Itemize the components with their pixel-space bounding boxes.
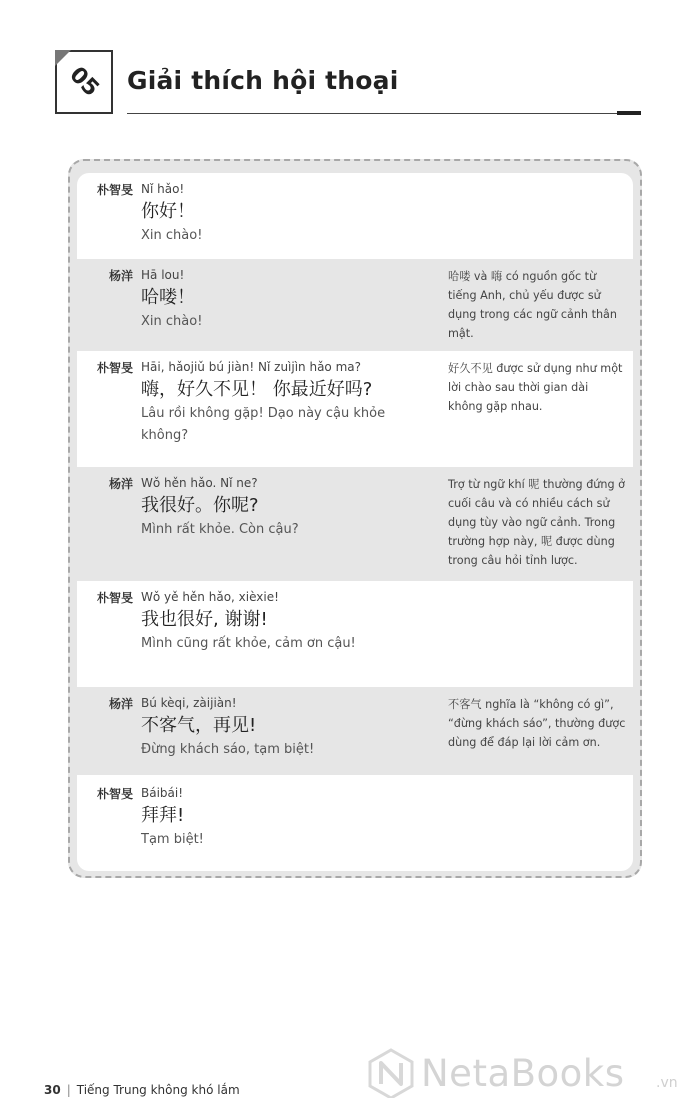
dialogue-line: [141, 695, 441, 761]
title-divider-accent: [617, 111, 641, 115]
speaker-name: 杨洋: [108, 269, 133, 283]
hanzi-text: 嗨，好久不见！ 你最近好吗?: [141, 379, 373, 400]
watermark-brand: NetaBooks: [421, 1052, 625, 1095]
pinyin-text: Bú kèqi, zàijiàn!: [141, 696, 237, 710]
title-divider: [127, 113, 641, 114]
pinyin-text: Wǒ hěn hǎo. Nǐ ne?: [141, 476, 258, 490]
dialogue-line: [141, 785, 441, 851]
dialogue-row: [77, 351, 633, 467]
badge-corner-mark: [55, 50, 71, 66]
hanzi-text: 我也很好, 谢谢!: [141, 609, 268, 630]
hanzi-text: 哈喽！: [141, 287, 195, 308]
dialogue-row: [77, 467, 633, 581]
footer-separator: |: [66, 1083, 71, 1097]
vietnamese-translation: Xin chào!: [141, 314, 203, 329]
dialogue-row: [77, 687, 633, 775]
dialogue-line: [141, 359, 431, 447]
vietnamese-translation: Đừng khách sáo, tạm biệt!: [141, 742, 315, 757]
watermark-domain: .vn: [656, 1075, 678, 1091]
speaker-name: 朴智旻: [96, 361, 133, 375]
pinyin-text: Wǒ yě hěn hǎo, xièxie!: [141, 590, 279, 604]
pinyin-text: Báibái!: [141, 786, 184, 800]
usage-note: 哈喽 và 嗨 có nguồn gốc từ tiếng Anh, chủ yếu được sử dụng trong các ngữ cảnh thân mật.: [448, 270, 617, 340]
usage-note: 好久不见 được sử dụng như một lời chào sau thời gian dài không gặp nhau.: [448, 362, 623, 413]
dialogue-line: [141, 475, 441, 541]
dialogue-line: [141, 181, 441, 247]
dialogue-row: [77, 259, 633, 351]
speaker-name: 朴智旻: [96, 591, 133, 605]
dialogue-line: [141, 589, 441, 655]
vietnamese-translation: Mình cũng rất khỏe, cảm ơn cậu!: [141, 636, 356, 651]
vietnamese-translation: Mình rất khỏe. Còn cậu?: [141, 522, 299, 537]
pinyin-text: Hāi, hǎojiǔ bú jiàn! Nǐ zuìjìn hǎo ma?: [141, 360, 361, 374]
usage-note: 不客气 nghĩa là “không có gì”, “đừng khách sáo”, thường được dùng để đáp lại lời cảm ơn.: [448, 698, 626, 749]
pinyin-text: Nǐ hǎo!: [141, 182, 185, 196]
page-footer: [44, 1083, 240, 1097]
book-title: Tiếng Trung không khó lắm: [76, 1083, 240, 1097]
vietnamese-translation: Xin chào!: [141, 228, 203, 243]
speaker-name: 朴智旻: [96, 787, 133, 801]
section-number: 05: [64, 62, 104, 102]
section-number-badge: [55, 50, 113, 114]
vietnamese-translation: Lâu rồi không gặp! Dạo này cậu khỏe không?: [141, 406, 386, 443]
dialogue-row: [77, 173, 633, 259]
dialogue-rows: [77, 173, 633, 871]
pinyin-text: Hā lou!: [141, 268, 185, 282]
vietnamese-translation: Tạm biệt!: [141, 832, 204, 847]
hanzi-text: 你好！: [141, 201, 195, 222]
speaker-name: 杨洋: [108, 697, 133, 711]
dialogue-row: [77, 581, 633, 687]
section-title: Giải thích hội thoại: [127, 66, 399, 95]
page-number: 30: [44, 1083, 61, 1097]
dialogue-row: [77, 775, 633, 871]
hanzi-text: 拜拜!: [141, 805, 185, 826]
hanzi-text: 不客气，再见!: [141, 715, 257, 736]
hanzi-text: 我很好。你呢?: [141, 495, 259, 516]
netabooks-logo-icon: [366, 1048, 416, 1098]
usage-note: Trợ từ ngữ khí 呢 thường đứng ở cuối câu và có nhiều cách sử dụng tùy vào ngữ cảnh. Trong trường hợp này, 呢 được dùng trong câu hỏi tỉnh lược.: [448, 478, 625, 567]
speaker-name: 杨洋: [108, 477, 133, 491]
speaker-name: 朴智旻: [96, 183, 133, 197]
dialogue-line: [141, 267, 441, 333]
